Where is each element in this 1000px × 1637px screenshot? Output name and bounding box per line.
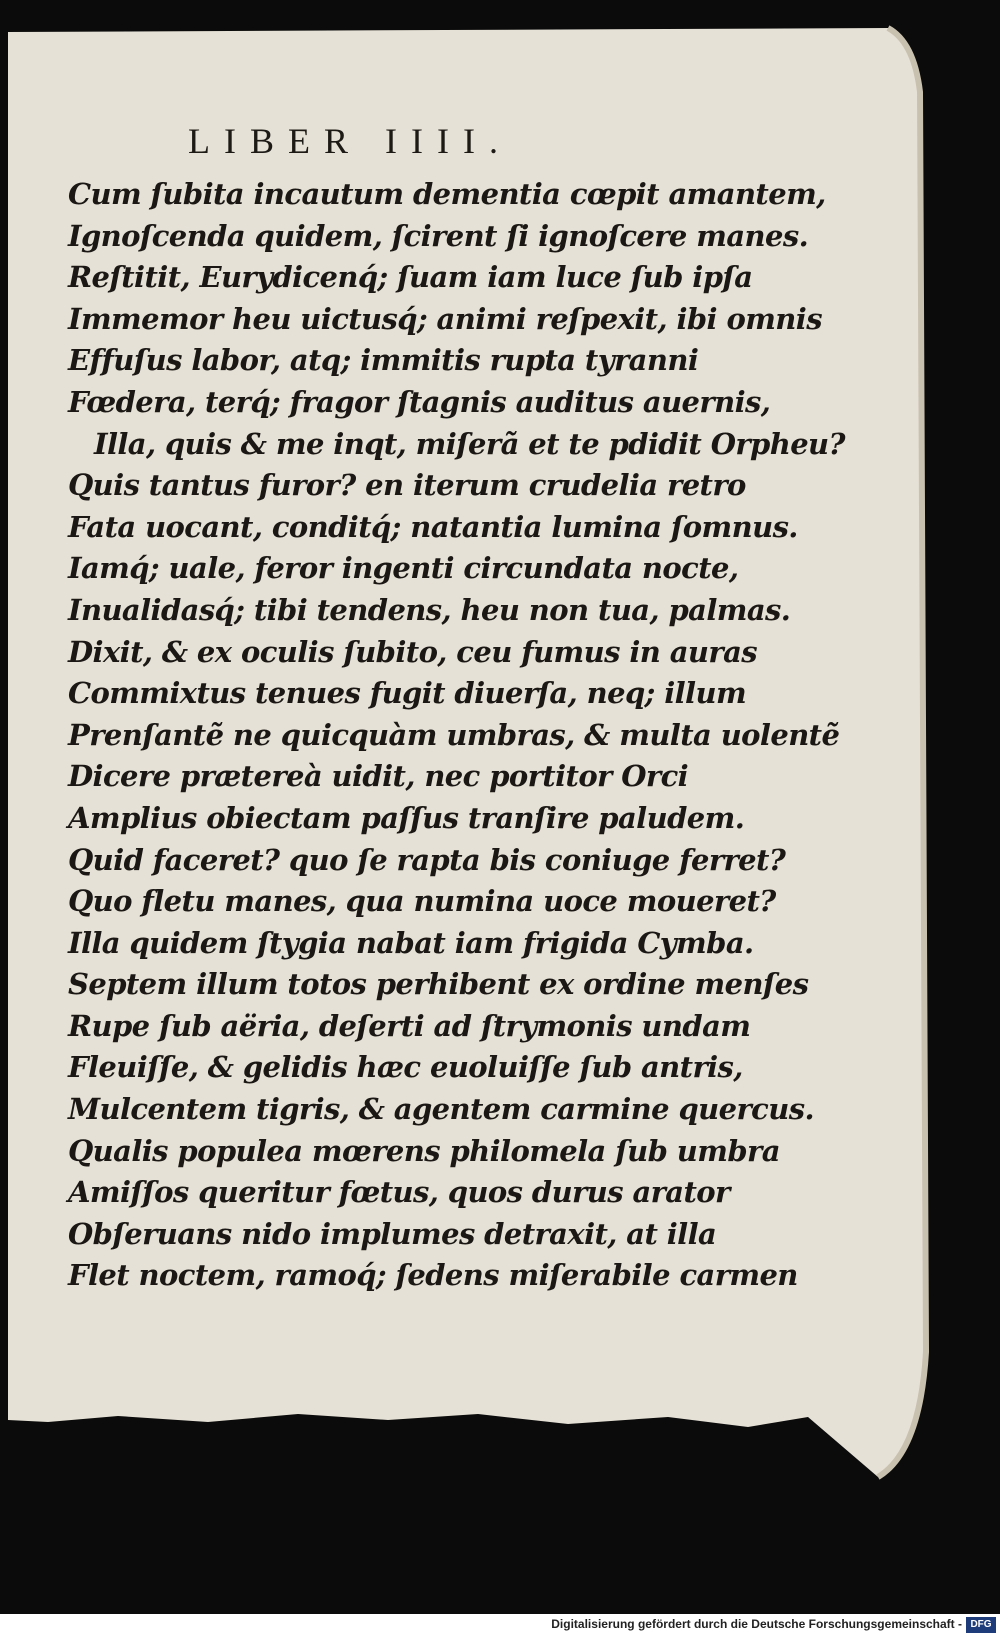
- verse-text-block: [68, 174, 845, 1297]
- verse-line: Ignoſcenda quidem, ſcirent ſi ignoſcere manes.: [68, 218, 809, 253]
- running-head: LIBER IIII.: [188, 121, 512, 161]
- verse-line: Qualis populea mœrens philomela ſub umbra: [68, 1133, 780, 1168]
- book-page: [8, 22, 938, 1582]
- verse-line: Dixit, & ex oculis ſubito, ceu fumus in auras: [68, 634, 758, 669]
- verse-line: Illa quidem ſtygia nabat iam frigida Cymba.: [68, 925, 754, 960]
- dfg-logo: DFG: [966, 1617, 996, 1633]
- verse-line: Quo fletu manes, qua numina uoce moueret?: [68, 884, 776, 919]
- verse-line: Illa, quis & me inqt, miſerã et te pdidit Orpheu?: [94, 426, 845, 461]
- verse-line: Flet noctem, ramoq́; ſedens miſerabile carmen: [68, 1258, 798, 1293]
- verse-line: Fleuiſſe, & gelidis hæc euoluiſſe ſub antris,: [68, 1050, 743, 1085]
- verse-line: Commixtus tenues fugit diuerſa, neq; illum: [68, 676, 747, 711]
- digitization-footer: [0, 1614, 1000, 1637]
- verse-line: Amplius obiectam paſſus tranſire paludem.: [68, 800, 745, 835]
- footer-credit: Digitalisierung gefördert durch die Deutsche Forschungsgemeinschaft -: [551, 1617, 962, 1631]
- verse-line: Effuſus labor, atq; immitis rupta tyranni: [68, 343, 699, 378]
- verse-line: Rupe ſub aëria, deſerti ad ſtrymonis undam: [68, 1008, 751, 1043]
- verse-line: Amiſſos queritur fœtus, quos durus arator: [68, 1175, 730, 1210]
- verse-line: Septem illum totos perhibent ex ordine menſes: [68, 967, 809, 1002]
- verse-line: Quis tantus furor? en iterum crudelia retro: [68, 468, 746, 503]
- verse-line: Inualidasq́; tibi tendens, heu non tua, palmas.: [68, 592, 791, 627]
- verse-line: Reſtitit, Eurydicenq́; ſuam iam luce ſub ipſa: [68, 260, 753, 295]
- verse-line: Prenſantẽ ne quicquàm umbras, & multa uolentẽ: [68, 717, 840, 752]
- verse-line: Fata uocant, conditq́; natantia lumina ſomnus.: [68, 509, 798, 544]
- verse-line: Mulcentem tigris, & agentem carmine quercus.: [68, 1092, 814, 1127]
- verse-line: Immemor heu uictusq́; animi reſpexit, ibi omnis: [68, 301, 822, 336]
- verse-line: Fœdera, terq́; fragor ſtagnis auditus auernis,: [68, 384, 771, 419]
- verse-line: Iamq́; uale, feror ingenti circundata nocte,: [68, 551, 739, 586]
- verse-line: Cum ſubita incautum dementia cœpit amantem,: [68, 177, 826, 211]
- verse-line: Obſeruans nido implumes detraxit, at illa: [68, 1216, 717, 1251]
- verse-line: Quid faceret? quo ſe rapta bis coniuge ferret?: [68, 842, 786, 877]
- verse-line: Dicere prætereà uidit, nec portitor Orci: [68, 759, 689, 794]
